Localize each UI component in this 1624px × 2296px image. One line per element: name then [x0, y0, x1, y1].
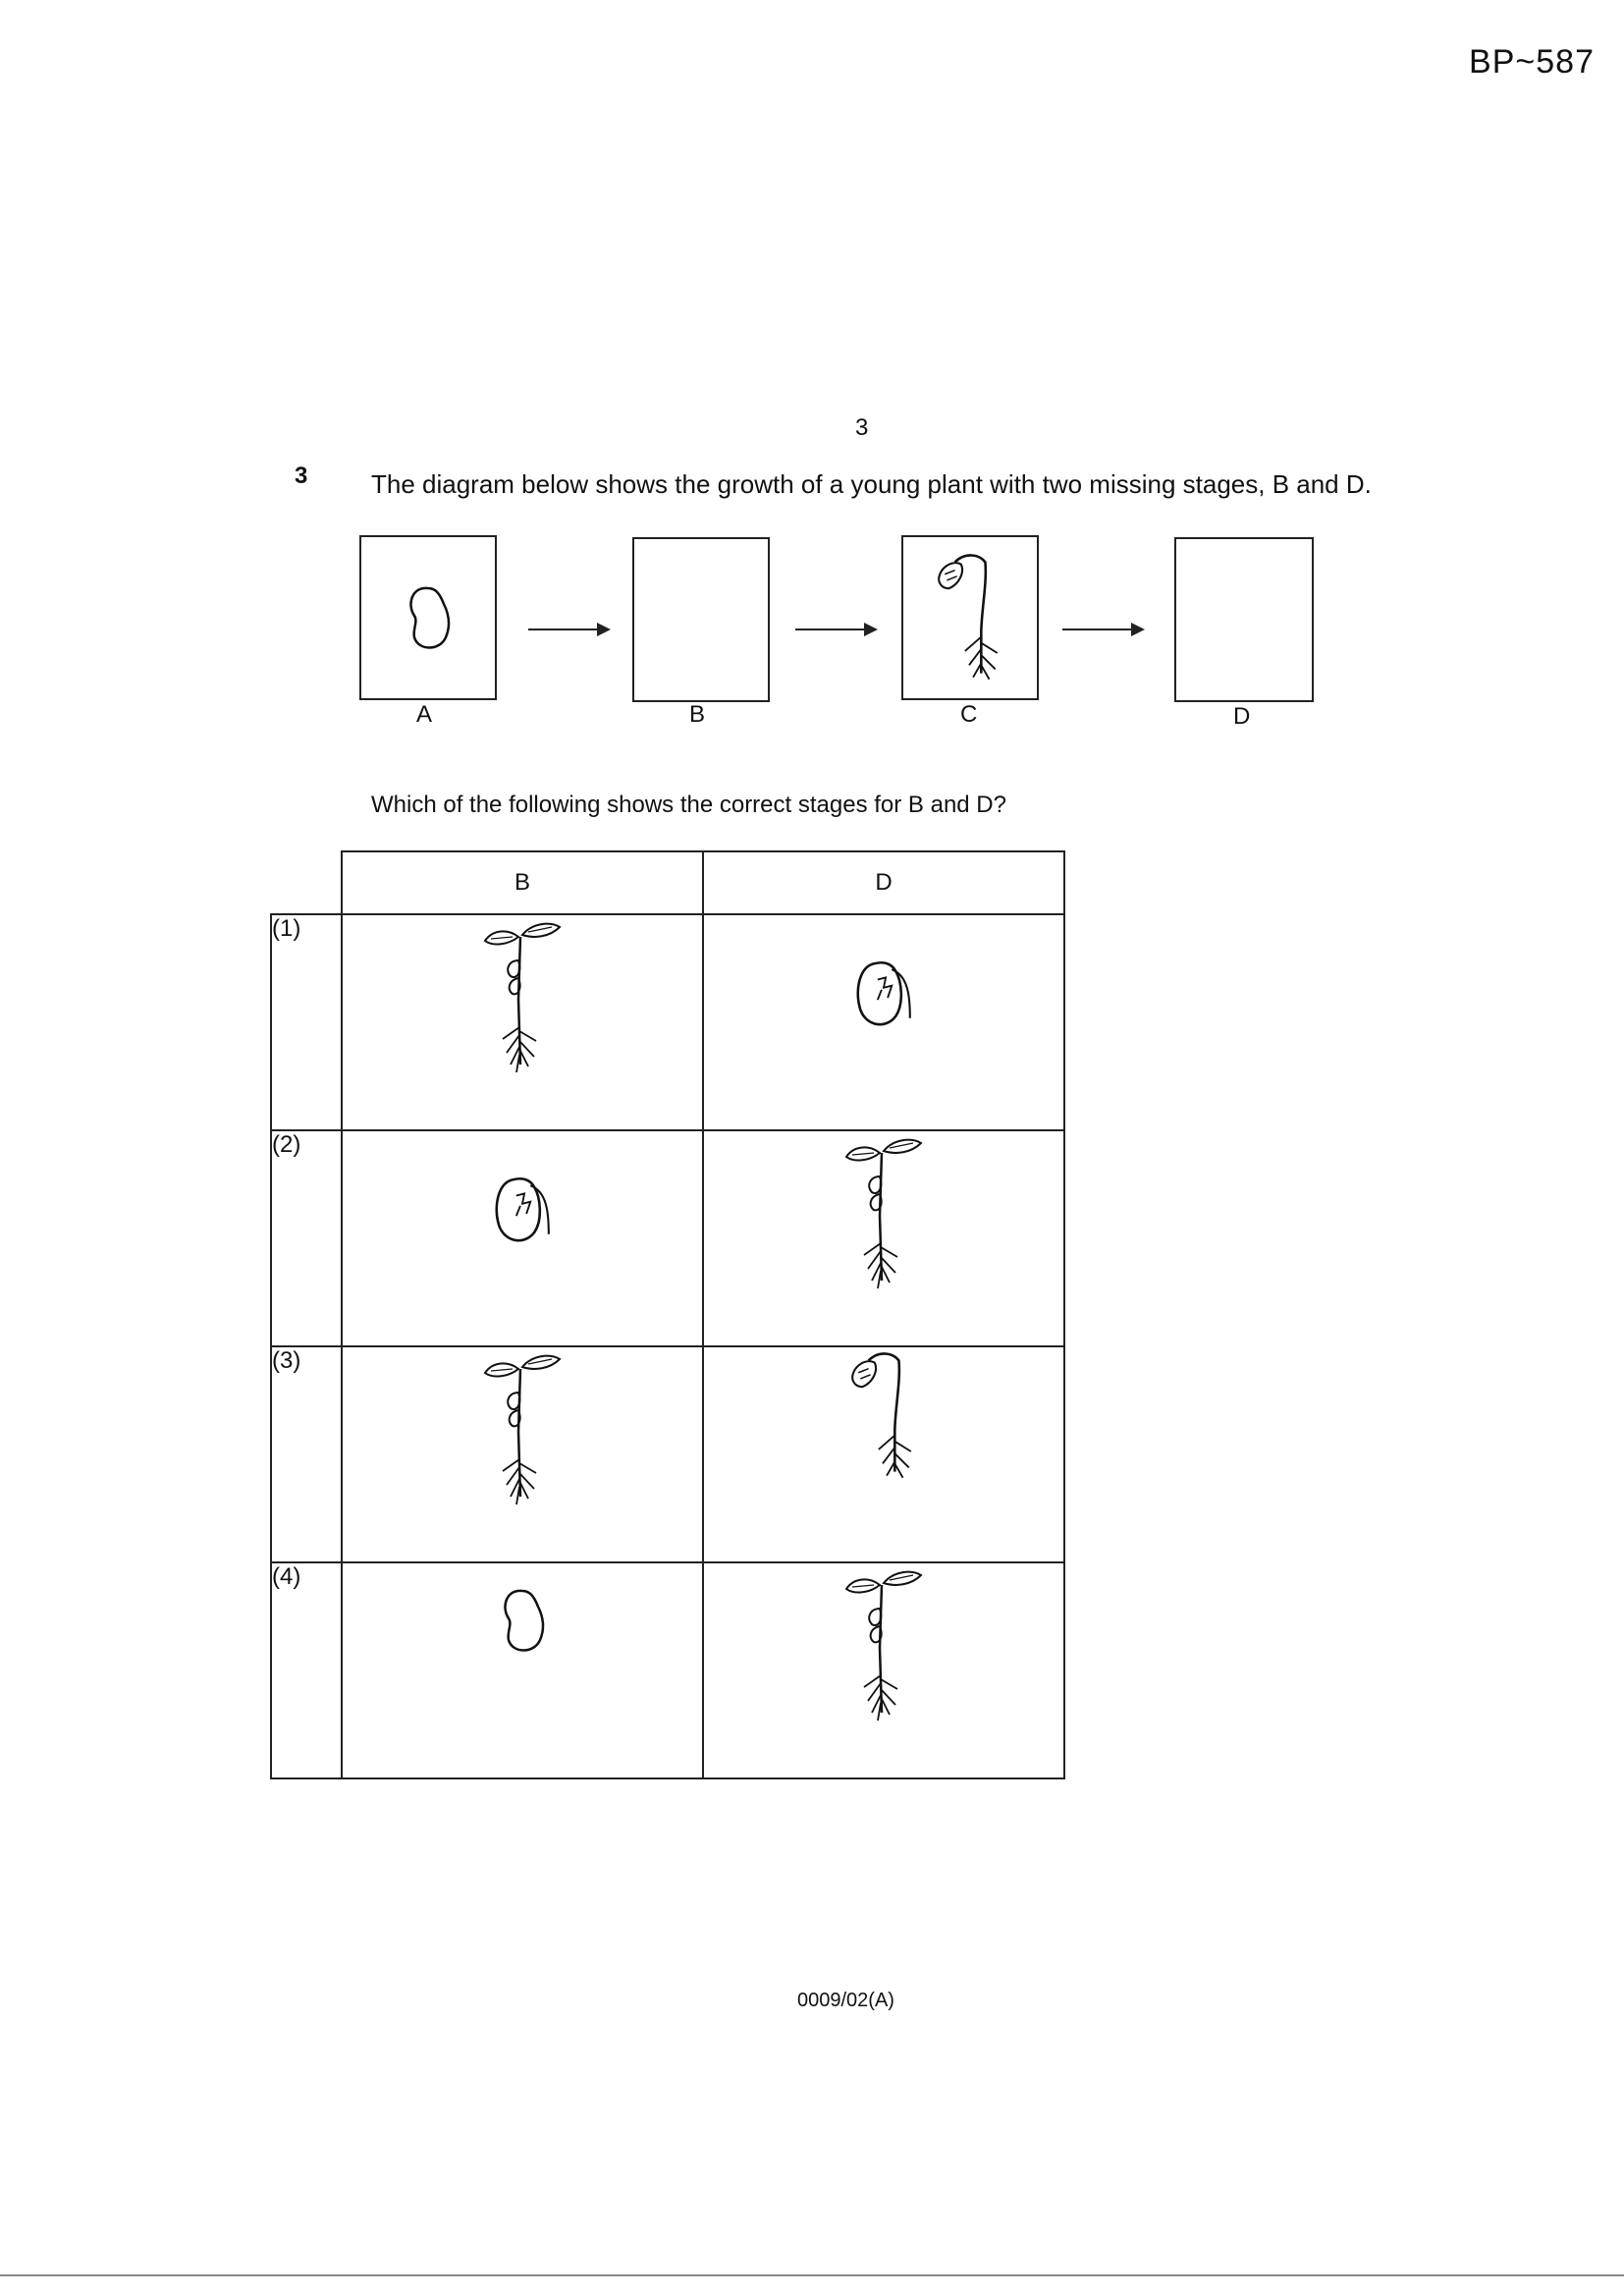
option-2-b-cell [342, 1130, 703, 1346]
bottom-rule [0, 2274, 1624, 2276]
footer-code: 0009/02(A) [797, 1990, 894, 2011]
stage-label-b: B [689, 701, 706, 728]
stage-label-a: A [416, 701, 433, 728]
arrow-icon [1062, 629, 1141, 630]
germinating-seed-icon [490, 1171, 555, 1253]
question-text: The diagram below shows the growth of a young plant with two missing stages, B and D. [371, 469, 1372, 499]
option-2-d-cell [703, 1130, 1064, 1346]
young-plant-icon [481, 1347, 564, 1510]
question-number: 3 [295, 463, 308, 489]
table-row[interactable] [271, 1562, 1064, 1778]
seed-icon [399, 580, 458, 659]
stage-label-c: C [960, 701, 978, 728]
young-plant-icon [842, 1563, 925, 1726]
arrow-icon [528, 629, 607, 630]
stage-label-d: D [1233, 703, 1251, 730]
stage-box-d [1174, 537, 1314, 702]
stage-box-b [632, 537, 770, 702]
document-code: BP~587 [1469, 43, 1595, 81]
option-label[interactable]: (2) [271, 1130, 342, 1346]
option-label[interactable]: (4) [271, 1562, 342, 1778]
young-plant-icon [481, 915, 564, 1078]
page-number: 3 [855, 414, 869, 441]
option-1-b-cell [342, 914, 703, 1130]
option-3-d-cell [703, 1346, 1064, 1562]
column-header-b: B [342, 851, 703, 914]
seed-icon [493, 1583, 552, 1662]
table-corner [271, 851, 342, 914]
young-plant-icon [842, 1131, 925, 1294]
stage-box-a [359, 535, 497, 700]
question-prompt: Which of the following shows the correct stages for B and D? [371, 792, 1006, 818]
stage-box-c [901, 535, 1039, 700]
option-4-d-cell [703, 1562, 1064, 1778]
option-label[interactable]: (1) [271, 914, 342, 1130]
option-label[interactable]: (3) [271, 1346, 342, 1562]
bent-seedling-icon [848, 1347, 919, 1485]
option-1-d-cell [703, 914, 1064, 1130]
bent-seedling-icon [935, 549, 1005, 686]
arrow-icon [795, 629, 874, 630]
table-row[interactable] [271, 1130, 1064, 1346]
table-row[interactable] [271, 914, 1064, 1130]
option-3-b-cell [342, 1346, 703, 1562]
options-table [270, 850, 1065, 1779]
table-row[interactable] [271, 1346, 1064, 1562]
option-4-b-cell [342, 1562, 703, 1778]
column-header-d: D [703, 851, 1064, 914]
germinating-seed-icon [851, 955, 916, 1037]
